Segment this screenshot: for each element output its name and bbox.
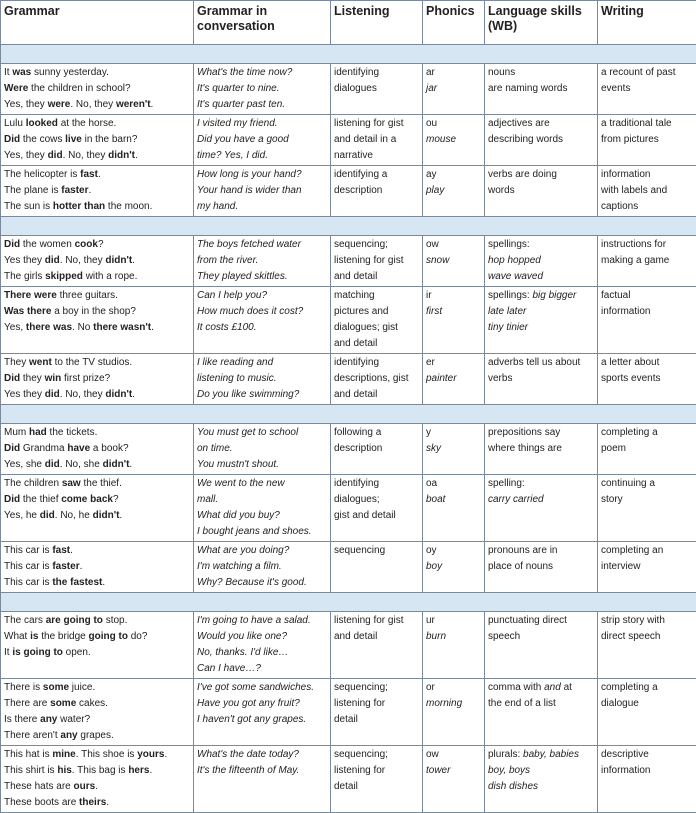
cell-line: nouns bbox=[488, 65, 594, 81]
cell-line: place of nouns bbox=[488, 559, 594, 575]
cell-line: sequencing bbox=[334, 543, 419, 559]
cell-line: sequencing; bbox=[334, 680, 419, 696]
cell-line: information bbox=[601, 763, 693, 779]
header-language-skills: Language skills (WB) bbox=[485, 1, 598, 45]
cell-line: The boys fetched water bbox=[197, 237, 327, 253]
cell-line: or bbox=[426, 680, 481, 696]
unit-band-cell bbox=[1, 217, 696, 236]
cell-line: The cars are going to stop. bbox=[4, 613, 190, 629]
cell-line: What's the date today? bbox=[197, 747, 327, 763]
cell-line: description bbox=[334, 441, 419, 457]
writing-cell bbox=[598, 64, 696, 115]
cell-line: time? Yes, I did. bbox=[197, 148, 327, 164]
cell-line: describing words bbox=[488, 132, 594, 148]
cell-line: verbs are doing bbox=[488, 167, 594, 183]
header-writing: Writing bbox=[598, 1, 696, 45]
grammar-cell bbox=[1, 679, 194, 746]
cell-line: You must get to school bbox=[197, 425, 327, 441]
listening-cell bbox=[331, 679, 423, 746]
cell-line: er bbox=[426, 355, 481, 371]
writing-cell bbox=[598, 354, 696, 405]
cell-line: continuing a bbox=[601, 476, 693, 492]
cell-line: Mum had the tickets. bbox=[4, 425, 190, 441]
cell-line: I visited my friend. bbox=[197, 116, 327, 132]
cell-line: No, thanks. I'd like… bbox=[197, 645, 327, 661]
language-skills-cell bbox=[485, 424, 598, 475]
grammar-cell bbox=[1, 475, 194, 542]
writing-cell bbox=[598, 679, 696, 746]
cell-line: There is some juice. bbox=[4, 680, 190, 696]
cell-line: It's quarter past ten. bbox=[197, 97, 327, 113]
cell-line: What is the bridge going to do? bbox=[4, 629, 190, 645]
unit-band bbox=[1, 405, 696, 424]
language-skills-cell bbox=[485, 236, 598, 287]
grammar-cell bbox=[1, 115, 194, 166]
cell-line: ow bbox=[426, 237, 481, 253]
cell-line: hop hopped bbox=[488, 253, 594, 269]
cell-line: listening for bbox=[334, 763, 419, 779]
table-row bbox=[1, 746, 696, 813]
unit-band-cell bbox=[1, 593, 696, 612]
conversation-cell bbox=[194, 287, 331, 354]
cell-line: boy bbox=[426, 559, 481, 575]
conversation-cell bbox=[194, 424, 331, 475]
cell-line: Did the cows live in the barn? bbox=[4, 132, 190, 148]
listening-cell bbox=[331, 354, 423, 405]
cell-line: Did the thief come back? bbox=[4, 492, 190, 508]
header-grammar: Grammar bbox=[1, 1, 194, 45]
writing-cell bbox=[598, 746, 696, 813]
cell-line: tower bbox=[426, 763, 481, 779]
cell-line: Have you got any fruit? bbox=[197, 696, 327, 712]
cell-line: dialogues; gist bbox=[334, 320, 419, 336]
cell-line: information bbox=[601, 167, 693, 183]
table-row bbox=[1, 64, 696, 115]
cell-line: burn bbox=[426, 629, 481, 645]
cell-line: with labels and bbox=[601, 183, 693, 199]
cell-line: pronouns are in bbox=[488, 543, 594, 559]
conversation-cell bbox=[194, 475, 331, 542]
writing-cell bbox=[598, 612, 696, 679]
cell-line: Can I help you? bbox=[197, 288, 327, 304]
cell-line: adjectives are bbox=[488, 116, 594, 132]
grammar-cell bbox=[1, 166, 194, 217]
phonics-cell bbox=[423, 746, 485, 813]
cell-line: y bbox=[426, 425, 481, 441]
cell-line: a traditional tale bbox=[601, 116, 693, 132]
listening-cell bbox=[331, 115, 423, 166]
table-row bbox=[1, 166, 696, 217]
cell-line: The girls skipped with a rope. bbox=[4, 269, 190, 285]
cell-line: identifying bbox=[334, 476, 419, 492]
unit-band-cell bbox=[1, 405, 696, 424]
cell-line: strip story with bbox=[601, 613, 693, 629]
cell-line: ur bbox=[426, 613, 481, 629]
cell-line: The helicopter is fast. bbox=[4, 167, 190, 183]
cell-line: Lulu looked at the horse. bbox=[4, 116, 190, 132]
unit-band bbox=[1, 45, 696, 64]
cell-line: ir bbox=[426, 288, 481, 304]
table-row bbox=[1, 115, 696, 166]
writing-cell bbox=[598, 424, 696, 475]
unit-band-cell bbox=[1, 45, 696, 64]
language-skills-cell bbox=[485, 746, 598, 813]
cell-line: detail bbox=[334, 779, 419, 795]
cell-line: I like reading and bbox=[197, 355, 327, 371]
grammar-cell bbox=[1, 424, 194, 475]
header-listening: Listening bbox=[331, 1, 423, 45]
conversation-cell bbox=[194, 354, 331, 405]
cell-line: instructions for bbox=[601, 237, 693, 253]
table-row bbox=[1, 236, 696, 287]
cell-line: I'm going to have a salad. bbox=[197, 613, 327, 629]
cell-line: wave waved bbox=[488, 269, 594, 285]
cell-line: Yes, they were. No, they weren't. bbox=[4, 97, 190, 113]
cell-line: speech bbox=[488, 629, 594, 645]
cell-line: You mustn't shout. bbox=[197, 457, 327, 473]
cell-line: painter bbox=[426, 371, 481, 387]
table-row bbox=[1, 475, 696, 542]
conversation-cell bbox=[194, 115, 331, 166]
cell-line: snow bbox=[426, 253, 481, 269]
header-grammar-in-conversation: Grammar in conversation bbox=[194, 1, 331, 45]
language-skills-cell bbox=[485, 542, 598, 593]
listening-cell bbox=[331, 236, 423, 287]
cell-line: listening to music. bbox=[197, 371, 327, 387]
cell-line: dialogues; bbox=[334, 492, 419, 508]
cell-line: dialogue bbox=[601, 696, 693, 712]
cell-line: It is going to open. bbox=[4, 645, 190, 661]
cell-line: following a bbox=[334, 425, 419, 441]
cell-line: first bbox=[426, 304, 481, 320]
conversation-cell bbox=[194, 236, 331, 287]
cell-line: We went to the new bbox=[197, 476, 327, 492]
table-row bbox=[1, 679, 696, 746]
cell-line: punctuating direct bbox=[488, 613, 594, 629]
listening-cell bbox=[331, 166, 423, 217]
cell-line: narrative bbox=[334, 148, 419, 164]
cell-line: This car is fast. bbox=[4, 543, 190, 559]
cell-line: direct speech bbox=[601, 629, 693, 645]
cell-line: How long is your hand? bbox=[197, 167, 327, 183]
header-row bbox=[1, 1, 696, 45]
cell-line: sequencing; bbox=[334, 747, 419, 763]
phonics-cell bbox=[423, 542, 485, 593]
cell-line: The children saw the thief. bbox=[4, 476, 190, 492]
cell-line: Did you have a good bbox=[197, 132, 327, 148]
language-skills-cell bbox=[485, 475, 598, 542]
cell-line: plurals: baby, babies bbox=[488, 747, 594, 763]
cell-line: captions bbox=[601, 199, 693, 215]
cell-line: oa bbox=[426, 476, 481, 492]
cell-line: sequencing; bbox=[334, 237, 419, 253]
cell-line: description bbox=[334, 183, 419, 199]
cell-line: Yes, he did. No, he didn't. bbox=[4, 508, 190, 524]
phonics-cell bbox=[423, 679, 485, 746]
cell-line: play bbox=[426, 183, 481, 199]
unit-band bbox=[1, 217, 696, 236]
phonics-cell bbox=[423, 287, 485, 354]
cell-line: morning bbox=[426, 696, 481, 712]
cell-line: and detail bbox=[334, 269, 419, 285]
cell-line: I haven't got any grapes. bbox=[197, 712, 327, 728]
cell-line: from the river. bbox=[197, 253, 327, 269]
language-skills-cell bbox=[485, 64, 598, 115]
cell-line: spelling: bbox=[488, 476, 594, 492]
cell-line: ay bbox=[426, 167, 481, 183]
cell-line: What's the time now? bbox=[197, 65, 327, 81]
cell-line: There aren't any grapes. bbox=[4, 728, 190, 744]
conversation-cell bbox=[194, 64, 331, 115]
cell-line: Did Grandma have a book? bbox=[4, 441, 190, 457]
conversation-cell bbox=[194, 542, 331, 593]
cell-line: listening for gist bbox=[334, 116, 419, 132]
cell-line: listening for gist bbox=[334, 253, 419, 269]
phonics-cell bbox=[423, 612, 485, 679]
conversation-cell bbox=[194, 746, 331, 813]
cell-line: I'm watching a film. bbox=[197, 559, 327, 575]
cell-line: identifying a bbox=[334, 167, 419, 183]
cell-line: I bought jeans and shoes. bbox=[197, 524, 327, 540]
cell-line: These hats are ours. bbox=[4, 779, 190, 795]
writing-cell bbox=[598, 115, 696, 166]
cell-line: How much does it cost? bbox=[197, 304, 327, 320]
table-row bbox=[1, 354, 696, 405]
cell-line: listening for gist bbox=[334, 613, 419, 629]
cell-line: verbs bbox=[488, 371, 594, 387]
cell-line: spellings: bbox=[488, 237, 594, 253]
listening-cell bbox=[331, 475, 423, 542]
cell-line: The sun is hotter than the moon. bbox=[4, 199, 190, 215]
cell-line: This car is the fastest. bbox=[4, 575, 190, 591]
cell-line: There were three guitars. bbox=[4, 288, 190, 304]
unit-band bbox=[1, 593, 696, 612]
cell-line: descriptive bbox=[601, 747, 693, 763]
phonics-cell bbox=[423, 166, 485, 217]
language-skills-cell bbox=[485, 354, 598, 405]
cell-line: Yes, she did. No, she didn't. bbox=[4, 457, 190, 473]
listening-cell bbox=[331, 612, 423, 679]
cell-line: It's the fifteenth of May. bbox=[197, 763, 327, 779]
cell-line: Did the women cook? bbox=[4, 237, 190, 253]
cell-line: prepositions say bbox=[488, 425, 594, 441]
cell-line: It's quarter to nine. bbox=[197, 81, 327, 97]
listening-cell bbox=[331, 287, 423, 354]
writing-cell bbox=[598, 542, 696, 593]
cell-line: Yes they did. No, they didn't. bbox=[4, 253, 190, 269]
cell-line: dish dishes bbox=[488, 779, 594, 795]
cell-line: There are some cakes. bbox=[4, 696, 190, 712]
cell-line: They went to the TV studios. bbox=[4, 355, 190, 371]
cell-line: Were the children in school? bbox=[4, 81, 190, 97]
cell-line: ar bbox=[426, 65, 481, 81]
cell-line: Was there a boy in the shop? bbox=[4, 304, 190, 320]
cell-line: and detail bbox=[334, 629, 419, 645]
language-skills-cell bbox=[485, 679, 598, 746]
header-phonics: Phonics bbox=[423, 1, 485, 45]
cell-line: Did they win first prize? bbox=[4, 371, 190, 387]
table-row bbox=[1, 612, 696, 679]
grammar-cell bbox=[1, 746, 194, 813]
cell-line: Yes, they did. No, they didn't. bbox=[4, 148, 190, 164]
conversation-cell bbox=[194, 679, 331, 746]
cell-line: Your hand is wider than bbox=[197, 183, 327, 199]
cell-line: They played skittles. bbox=[197, 269, 327, 285]
cell-line: boy, boys bbox=[488, 763, 594, 779]
cell-line: events bbox=[601, 81, 693, 97]
cell-line: jar bbox=[426, 81, 481, 97]
phonics-cell bbox=[423, 115, 485, 166]
cell-line: matching bbox=[334, 288, 419, 304]
cell-line: The plane is faster. bbox=[4, 183, 190, 199]
cell-line: from pictures bbox=[601, 132, 693, 148]
phonics-cell bbox=[423, 475, 485, 542]
cell-line: ow bbox=[426, 747, 481, 763]
cell-line: detail bbox=[334, 712, 419, 728]
cell-line: ou bbox=[426, 116, 481, 132]
grammar-cell bbox=[1, 287, 194, 354]
cell-line: sports events bbox=[601, 371, 693, 387]
cell-line: Yes they did. No, they didn't. bbox=[4, 387, 190, 403]
language-skills-cell bbox=[485, 115, 598, 166]
cell-line: completing a bbox=[601, 680, 693, 696]
cell-line: It was sunny yesterday. bbox=[4, 65, 190, 81]
cell-line: It costs £100. bbox=[197, 320, 327, 336]
cell-line: making a game bbox=[601, 253, 693, 269]
cell-line: completing a bbox=[601, 425, 693, 441]
phonics-cell bbox=[423, 236, 485, 287]
cell-line: Is there any water? bbox=[4, 712, 190, 728]
cell-line: gist and detail bbox=[334, 508, 419, 524]
grammar-cell bbox=[1, 236, 194, 287]
cell-line: sky bbox=[426, 441, 481, 457]
cell-line: These boots are theirs. bbox=[4, 795, 190, 811]
cell-line: This car is faster. bbox=[4, 559, 190, 575]
conversation-cell bbox=[194, 612, 331, 679]
cell-line: Why? Because it's good. bbox=[197, 575, 327, 591]
cell-line: tiny tinier bbox=[488, 320, 594, 336]
table-row bbox=[1, 542, 696, 593]
cell-line: listening for bbox=[334, 696, 419, 712]
grammar-cell bbox=[1, 354, 194, 405]
grammar-cell bbox=[1, 542, 194, 593]
cell-line: Yes, there was. No there wasn't. bbox=[4, 320, 190, 336]
cell-line: identifying bbox=[334, 355, 419, 371]
table-row bbox=[1, 424, 696, 475]
table-row bbox=[1, 287, 696, 354]
cell-line: on time. bbox=[197, 441, 327, 457]
cell-line: mouse bbox=[426, 132, 481, 148]
cell-line: a recount of past bbox=[601, 65, 693, 81]
phonics-cell bbox=[423, 354, 485, 405]
cell-line: Would you like one? bbox=[197, 629, 327, 645]
cell-line: a letter about bbox=[601, 355, 693, 371]
cell-line: identifying bbox=[334, 65, 419, 81]
cell-line: pictures and bbox=[334, 304, 419, 320]
writing-cell bbox=[598, 236, 696, 287]
cell-line: and detail in a bbox=[334, 132, 419, 148]
language-skills-cell bbox=[485, 287, 598, 354]
cell-line: I've got some sandwiches. bbox=[197, 680, 327, 696]
phonics-cell bbox=[423, 64, 485, 115]
cell-line: What are you doing? bbox=[197, 543, 327, 559]
cell-line: adverbs tell us about bbox=[488, 355, 594, 371]
cell-line: comma with and at bbox=[488, 680, 594, 696]
listening-cell bbox=[331, 542, 423, 593]
cell-line: dialogues bbox=[334, 81, 419, 97]
cell-line: What did you buy? bbox=[197, 508, 327, 524]
cell-line: mall. bbox=[197, 492, 327, 508]
table-body bbox=[1, 45, 696, 813]
cell-line: oy bbox=[426, 543, 481, 559]
cell-line: words bbox=[488, 183, 594, 199]
writing-cell bbox=[598, 166, 696, 217]
cell-line: Can I have…? bbox=[197, 661, 327, 677]
cell-line: and detail bbox=[334, 387, 419, 403]
grammar-cell bbox=[1, 612, 194, 679]
cell-line: information bbox=[601, 304, 693, 320]
listening-cell bbox=[331, 746, 423, 813]
cell-line: spellings: big bigger bbox=[488, 288, 594, 304]
cell-line: This hat is mine. This shoe is yours. bbox=[4, 747, 190, 763]
cell-line: where things are bbox=[488, 441, 594, 457]
cell-line: descriptions, gist bbox=[334, 371, 419, 387]
listening-cell bbox=[331, 64, 423, 115]
listening-cell bbox=[331, 424, 423, 475]
cell-line: and detail bbox=[334, 336, 419, 352]
writing-cell bbox=[598, 475, 696, 542]
cell-line: completing an bbox=[601, 543, 693, 559]
language-skills-cell bbox=[485, 612, 598, 679]
cell-line: late later bbox=[488, 304, 594, 320]
language-skills-cell bbox=[485, 166, 598, 217]
phonics-cell bbox=[423, 424, 485, 475]
cell-line: the end of a list bbox=[488, 696, 594, 712]
cell-line: story bbox=[601, 492, 693, 508]
cell-line: poem bbox=[601, 441, 693, 457]
cell-line: my hand. bbox=[197, 199, 327, 215]
cell-line: factual bbox=[601, 288, 693, 304]
conversation-cell bbox=[194, 166, 331, 217]
grammar-cell bbox=[1, 64, 194, 115]
writing-cell bbox=[598, 287, 696, 354]
cell-line: carry carried bbox=[488, 492, 594, 508]
cell-line: This shirt is his. This bag is hers. bbox=[4, 763, 190, 779]
cell-line: Do you like swimming? bbox=[197, 387, 327, 403]
cell-line: interview bbox=[601, 559, 693, 575]
cell-line: boat bbox=[426, 492, 481, 508]
cell-line: are naming words bbox=[488, 81, 594, 97]
